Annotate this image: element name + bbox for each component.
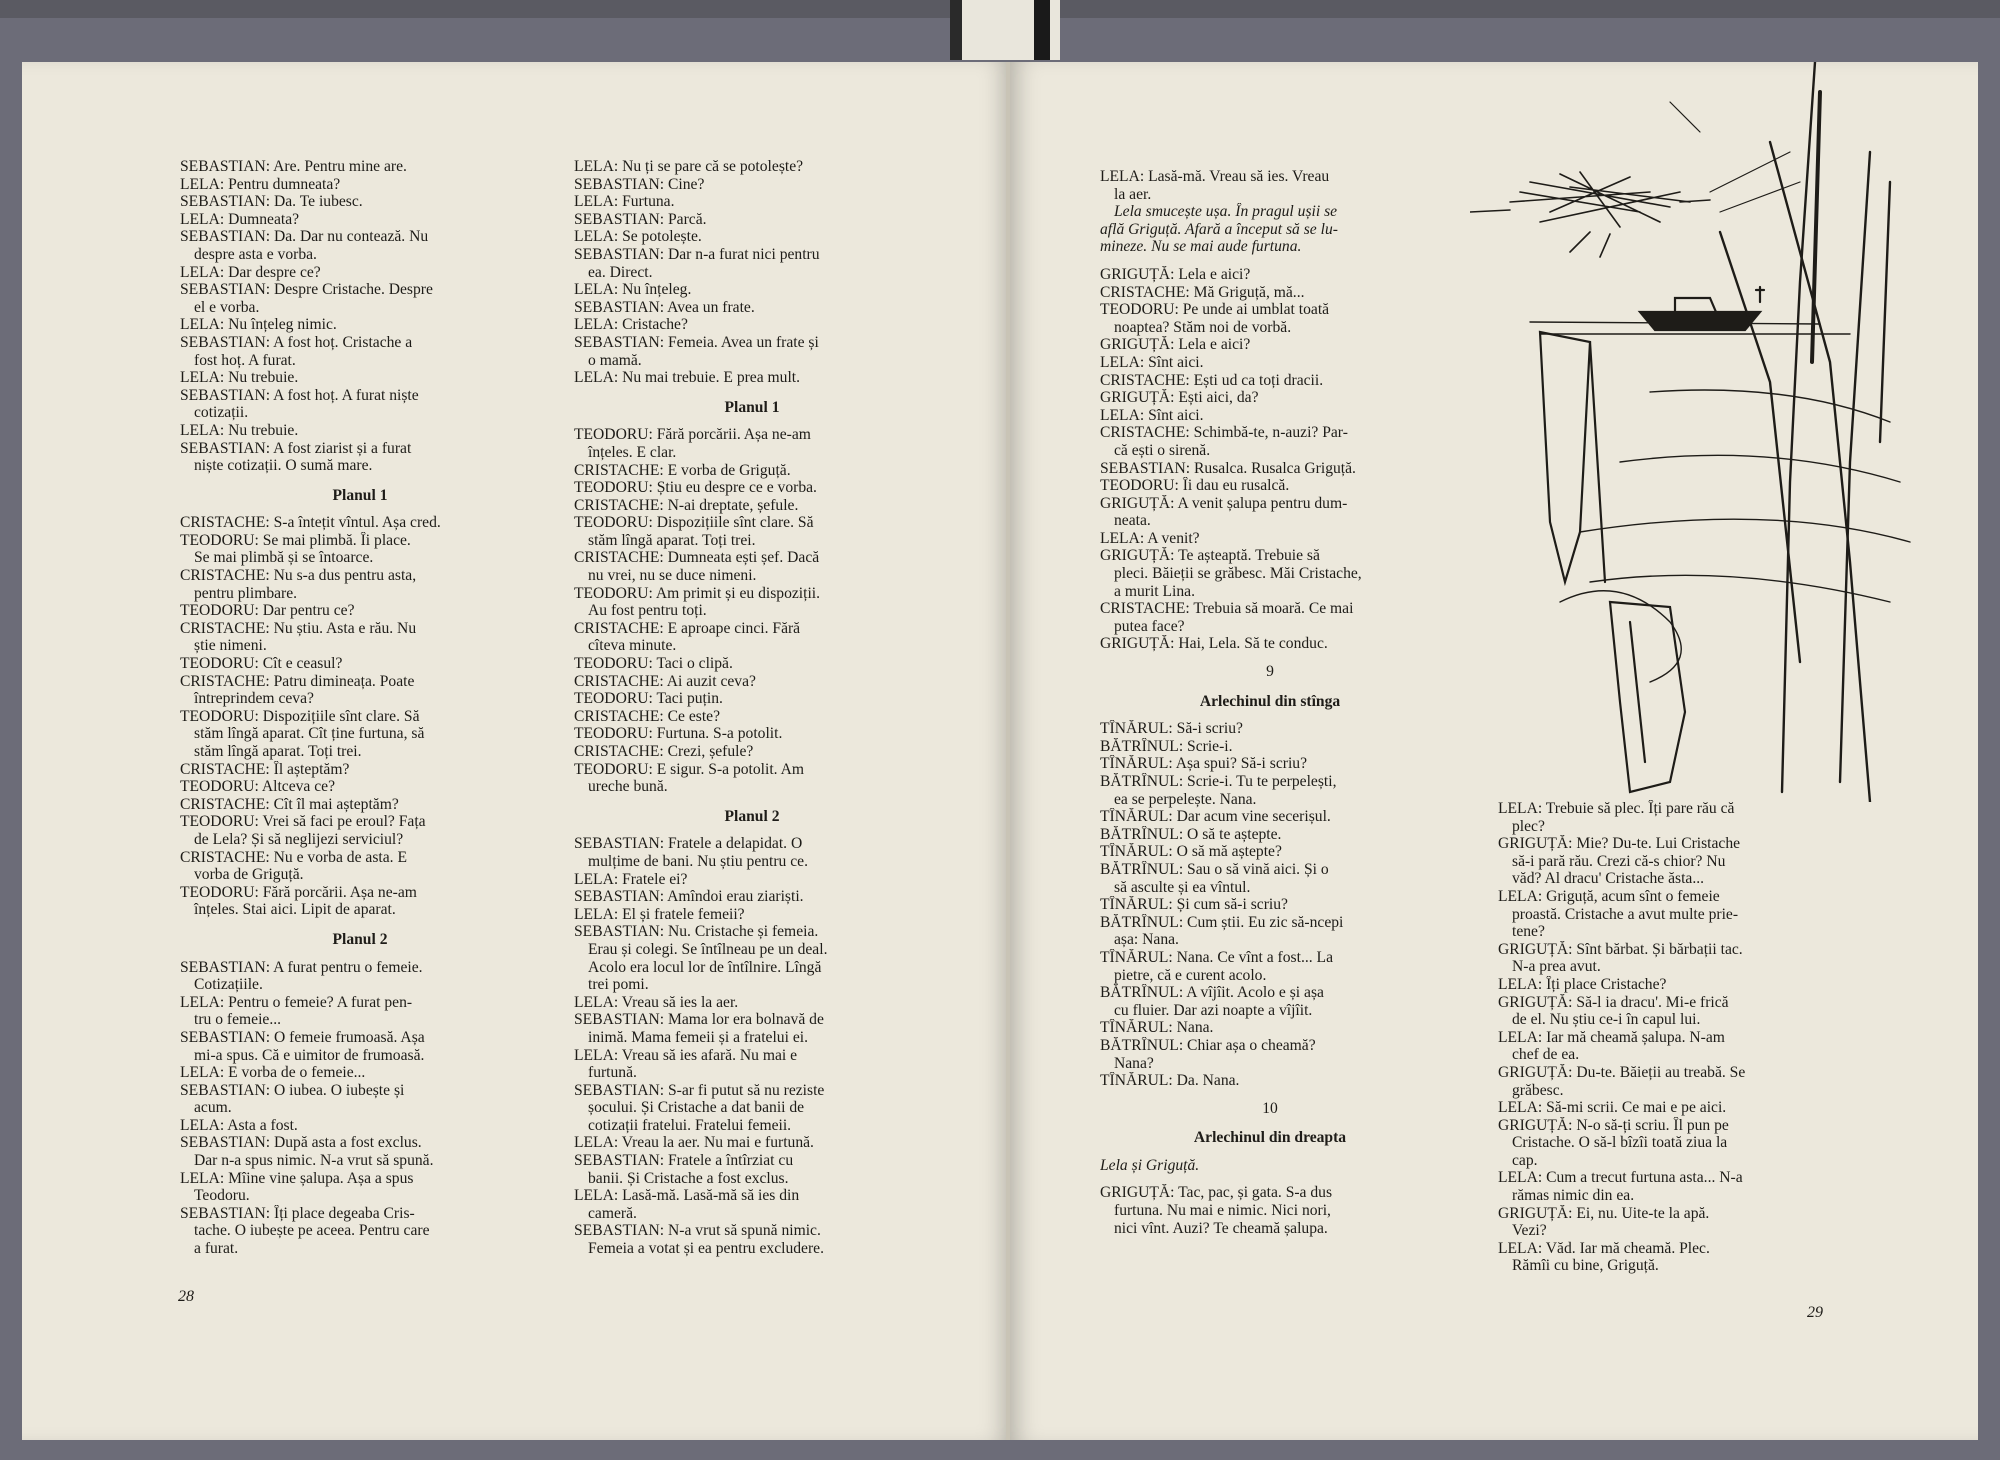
boat-sketch-illustration [1470, 62, 1930, 802]
dialogue-line: TEODORU: Cît e ceasul? [180, 655, 343, 673]
dialogue-line: LELA: Cum a trecut furtuna asta... N-a [1498, 1169, 1743, 1187]
dialogue-line: tene? [1512, 923, 1545, 941]
dialogue-line: CRISTACHE: Nu e vorba de asta. E [180, 848, 407, 866]
dialogue-line: GRIGUȚĂ: Te așteaptă. Trebuie să [1100, 547, 1320, 565]
dialogue-line: furtuna. Nu mai e nimic. Nici nori, [1114, 1202, 1331, 1220]
dialogue-line: CRISTACHE: N-ai dreptate, șefule. [574, 496, 799, 514]
rock-posts [1540, 332, 1685, 792]
dialogue-line: BĂTRÎNUL: Sau o să vină aici. Și o [1100, 860, 1329, 878]
dialogue-line: LELA: Nu ți se pare că se potolește? [574, 158, 804, 175]
diagonal-strokes [1670, 102, 1800, 212]
dialogue-line: TÎNĂRUL: Nana. Ce vînt a fost... La [1100, 948, 1333, 966]
dialogue-line: LELA: E vorba de o femeie... [180, 1064, 366, 1082]
dialogue-line: LELA: Lasă-mă. Lasă-mă să ies din [574, 1187, 800, 1205]
dialogue-line: mi-a spus. Că e uimitor de frumoasă. [194, 1046, 425, 1064]
dialogue-line: LELA: Pentru o femeie? A furat pen- [180, 993, 413, 1011]
dialogue-line: GRIGUȚĂ: Să-l ia dracu'. Mi-e frică [1498, 993, 1729, 1011]
dialogue-line: de Lela? Și să neglijezi serviciul? [194, 830, 404, 848]
dialogue-line: SEBASTIAN: A fost ziarist și a furat [180, 439, 412, 457]
dialogue-line: pleci. Băieții se grăbesc. Măi Cristache, [1114, 565, 1362, 583]
dialogue-line: LELA: Sînt aici. [1100, 406, 1204, 424]
dialogue-line: TÎNĂRUL: Da. Nana. [1100, 1072, 1240, 1090]
dialogue-line: văd? Al dracu' Cristache ăsta... [1512, 870, 1705, 888]
dialogue-line: Vezi? [1512, 1222, 1547, 1240]
scene-heading: Arlechinul din stînga [1199, 692, 1341, 710]
dialogue-line: SEBASTIAN: A fost hoț. A furat niște [180, 386, 419, 404]
dialogue-line: că ești o sirenă. [1114, 441, 1211, 459]
dialogue-line: Femeia a votat și ea pentru excludere. [588, 1240, 824, 1258]
dialogue-line: plec? [1512, 817, 1545, 835]
dialogue-line: neata. [1114, 512, 1151, 530]
dialogue-line: inimă. Mama femeii și a fratelui ei. [588, 1028, 808, 1046]
dialogue-line: pietre, că e curent acolo. [1114, 966, 1267, 984]
page-number-left: 28 [178, 1288, 194, 1305]
dialogue-line: TEODORU: Pe unde ai umblat toată [1100, 301, 1330, 319]
dialogue-line: cîteva minute. [588, 637, 677, 655]
dialogue-line: SEBASTIAN: Avea un frate. [574, 298, 755, 316]
dialogue-line: acum. [194, 1099, 232, 1117]
dialogue-line: banii. Și Cristache a fost exclus. [588, 1169, 789, 1187]
dialogue-line: TEODORU: Am primit și eu dispoziții. [574, 584, 821, 602]
dialogue-line: LELA: Furtuna. [574, 193, 675, 211]
dialogue-line: LELA: Vreau să ies afară. Nu mai e [574, 1046, 798, 1064]
water-lines [1530, 322, 1910, 682]
scene-heading: Planul 1 [332, 486, 388, 504]
dialogue-line: TEODORU: Fără porcării. Așa ne-am [180, 883, 417, 901]
scene-heading: Planul 2 [332, 930, 388, 948]
dialogue-line: stăm lîngă aparat. Cît ține furtuna, să [194, 725, 425, 743]
dialogue-line: SEBASTIAN: A fost hoț. Cristache a [180, 333, 413, 351]
dialogue-line: SEBASTIAN: Parcă. [574, 210, 707, 228]
dialogue-line: CRISTACHE: Ești ud ca toți dracii. [1100, 371, 1324, 389]
dialogue-line: vorba de Griguță. [194, 866, 304, 884]
dialogue-line: Rămîi cu bine, Griguță. [1512, 1257, 1659, 1275]
dialogue-line: LELA: Nu trebuie. [180, 369, 299, 387]
dialogue-line: LELA: Nu mai trebuie. E prea mult. [574, 369, 801, 387]
dialogue-line: GRIGUȚĂ: A venit șalupa pentru dum- [1100, 494, 1348, 512]
dialogue-line: niște cotizații. O sumă mare. [194, 457, 373, 475]
dialogue-line: TEODORU: Dispozițiile sînt clare. Să [180, 707, 420, 725]
dialogue-line: noaptea? Stăm noi de vorbă. [1114, 318, 1292, 336]
dialogue-line: LELA: Mîine vine șalupa. Așa a spus [180, 1169, 414, 1187]
dialogue-line: SEBASTIAN: S-ar fi putut să nu reziste [574, 1081, 825, 1099]
dialogue-line: CRISTACHE: E vorba de Griguță. [574, 461, 791, 479]
dialogue-line: TEODORU: Taci o clipă. [574, 655, 733, 673]
grass-tuft [1470, 172, 1710, 257]
dialogue-line: LELA: Să-mi scrii. Ce mai e pe aici. [1498, 1099, 1727, 1117]
dialogue-line: de el. Nu știu ce-i în capul lui. [1512, 1011, 1701, 1029]
dialogue-line: GRIGUȚĂ: Ești aici, da? [1100, 389, 1259, 407]
dialogue-line: șocului. Și Cristache a dat banii de [588, 1099, 805, 1117]
dialogue-line: N-a prea avut. [1512, 958, 1601, 976]
dialogue-line: LELA: Se potolește. [574, 228, 702, 246]
dialogue-line: GRIGUȚĂ: Tac, pac, și gata. S-a dus [1100, 1184, 1333, 1202]
dialogue-line: Acolo era locul lor de întîlnire. Lîngă [588, 958, 822, 976]
dialogue-line: grăbesc. [1512, 1081, 1564, 1099]
dialogue-line: TÎNĂRUL: O să mă aștepte? [1100, 843, 1282, 861]
stage-direction: află Griguță. Afară a început să se lu- [1100, 220, 1338, 238]
dialogue-line: cotizații fratelui. Fratelui femeii. [588, 1116, 792, 1134]
left-page-column-1 [180, 158, 540, 1258]
stage-direction: Lela și Griguță. [1100, 1156, 1200, 1174]
page-number-right: 29 [1807, 1304, 1823, 1321]
dialogue-line: nici vînt. Auzi? Te cheamă șalupa. [1114, 1219, 1328, 1237]
dialogue-line: BĂTRÎNUL: Scrie-i. Tu te perpelești, [1100, 773, 1337, 790]
scene-heading: Planul 2 [724, 807, 780, 825]
dialogue-line: SEBASTIAN: Fratele a întîrziat cu [574, 1152, 794, 1170]
dialogue-line: a furat. [194, 1240, 239, 1258]
dialogue-line: GRIGUȚĂ: Ei, nu. Uite-te la apă. [1498, 1204, 1710, 1222]
dialogue-line: o mamă. [588, 351, 642, 369]
spacer [1100, 1174, 1440, 1184]
dialogue-line: a murit Lina. [1114, 582, 1195, 600]
dialogue-line: SEBASTIAN: Femeia. Avea un frate și [574, 333, 819, 351]
dialogue-line: pentru plimbare. [194, 584, 298, 602]
dialogue-line: cap. [1512, 1151, 1538, 1169]
dialogue-line: BĂTRÎNUL: Chiar așa o cheamă? [1100, 1036, 1316, 1054]
dialogue-line: el e vorba. [194, 298, 260, 316]
dialogue-line: CRISTACHE: E aproape cinci. Fără [574, 619, 801, 637]
dialogue-line: LELA: A venit? [1100, 529, 1200, 547]
dialogue-line: BĂTRÎNUL: A vîjîit. Acolo e și așa [1100, 984, 1324, 1002]
dialogue-line: LELA: Dumneata? [180, 210, 300, 228]
dialogue-line: LELA: Văd. Iar mă cheamă. Plec. [1498, 1239, 1710, 1257]
dialogue-line: LELA: Nu înțeleg nimic. [180, 316, 337, 334]
dialogue-line: ureche bună. [588, 778, 668, 796]
dialogue-line: stăm lîngă aparat. Toți trei. [194, 743, 362, 760]
dialogue-line: BĂTRÎNUL: Scrie-i. [1100, 737, 1233, 755]
stage-direction: mineze. Nu se mai aude furtuna. [1100, 238, 1302, 256]
dialogue-line: tache. O iubește pe aceea. Pentru care [194, 1222, 430, 1240]
dialogue-line: GRIGUȚĂ: Du-te. Băieții au treabă. Se [1498, 1063, 1746, 1081]
dialogue-line: Teodoru. [194, 1187, 250, 1205]
dialogue-line: TEODORU: Altceva ce? [180, 778, 336, 796]
dialogue-line: mulțime de bani. Nu știu pentru ce. [588, 852, 808, 870]
dialogue-line: la aer. [1114, 185, 1152, 203]
dialogue-line: SEBASTIAN: Despre Cristache. Despre [180, 281, 433, 299]
dialogue-line: TEODORU: E sigur. S-a potolit. Am [574, 760, 805, 778]
dialogue-line: SEBASTIAN: Da. Te iubesc. [180, 193, 363, 211]
dialogue-line: chef de ea. [1512, 1046, 1580, 1064]
dialogue-line: așa: Nana. [1114, 931, 1179, 949]
dialogue-line: CRISTACHE: Trebuia să moară. Ce mai [1100, 600, 1354, 618]
right-page-column-1 [1100, 168, 1440, 1237]
dialogue-line: nu vrei, nu se duce nimeni. [588, 567, 757, 585]
reeds [1720, 62, 1890, 802]
dialogue-line: CRISTACHE: Crezi, șefule? [574, 743, 754, 760]
dialogue-line: CRISTACHE: Patru dimineața. Poate [180, 672, 415, 690]
left-page-column-2 [574, 158, 930, 1258]
dialogue-line: întreprindem ceva? [194, 690, 314, 708]
dialogue-line: GRIGUȚĂ: Mie? Du-te. Lui Cristache [1498, 835, 1741, 853]
dialogue-line: înțeles. Stai aici. Lipit de aparat. [194, 901, 396, 919]
scene-heading: Arlechinul din dreapta [1193, 1129, 1347, 1147]
dialogue-line: LELA: Griguță, acum sînt o femeie [1498, 887, 1720, 905]
scene-heading: Planul 1 [724, 398, 780, 416]
dialogue-line: GRIGUȚĂ: Hai, Lela. Să te conduc. [1100, 635, 1328, 653]
right-page-column-2 [1498, 800, 1828, 1275]
dialogue-line: SEBASTIAN: Da. Dar nu contează. Nu [180, 228, 429, 246]
dialogue-line: Cristache. O să-l bîzîi toată ziua la [1512, 1134, 1728, 1152]
dialogue-line: TÎNĂRUL: Dar acum vine secerișul. [1100, 808, 1331, 826]
dialogue-line: LELA: Vreau să ies la aer. [574, 993, 739, 1011]
dialogue-line: TÎNĂRUL: Să-i scriu? [1100, 720, 1243, 738]
dialogue-line: SEBASTIAN: Nu. Cristache și femeia. [574, 923, 819, 941]
dialogue-line: GRIGUȚĂ: Lela e aici? [1100, 265, 1251, 283]
dialogue-line: SEBASTIAN: O iubea. O iubește și [180, 1081, 405, 1099]
dialogue-line: să asculte și ea vîntul. [1114, 878, 1251, 896]
scene-number: 10 [1262, 1099, 1278, 1117]
dialogue-line: trei pomi. [588, 976, 649, 994]
dialogue-line: TEODORU: Știu eu despre ce e vorba. [574, 479, 817, 497]
dialogue-line: TEODORU: Dar pentru ce? [180, 602, 355, 620]
dialogue-line: rămas nimic din ea. [1512, 1187, 1635, 1205]
dialogue-line: LELA: Pentru dumneata? [180, 175, 341, 193]
dialogue-line: cu fluier. Dar azi noapte a vîjîit. [1114, 1001, 1313, 1019]
dialogue-line: stăm lîngă aparat. Toți trei. [588, 531, 756, 549]
dialogue-line: SEBASTIAN: Mama lor era bolnavă de [574, 1011, 824, 1029]
dialogue-line: LELA: Trebuie să plec. Îți pare rău că [1498, 800, 1735, 817]
dialogue-line: LELA: Cristache? [574, 316, 688, 334]
dialogue-line: înțeles. E clar. [588, 443, 677, 461]
dialogue-line: CRISTACHE: Cît îl mai așteptăm? [180, 795, 399, 813]
dialogue-line: LELA: Dar despre ce? [180, 263, 321, 281]
dialogue-line: cotizații. [194, 404, 249, 422]
dialogue-line: știe nimeni. [194, 637, 267, 655]
dialogue-line: TEODORU: Vrei să faci pe eroul? Fața [180, 813, 426, 831]
dialogue-line: Au fost pentru toți. [588, 602, 707, 620]
dialogue-line: TEODORU: Se mai plimbă. Îi place. [180, 531, 411, 549]
dialogue-line: Se mai plimbă și se întoarce. [194, 549, 374, 567]
dialogue-line: LELA: El și fratele femeii? [574, 905, 745, 923]
dialogue-line: CRISTACHE: Nu s-a dus pentru asta, [180, 567, 417, 585]
dialogue-line: SEBASTIAN: După asta a fost exclus. [180, 1134, 422, 1152]
dialogue-line: SEBASTIAN: O femeie frumoasă. Așa [180, 1028, 425, 1046]
dialogue-line: TÎNĂRUL: Nana. [1100, 1019, 1214, 1037]
dialogue-line: CRISTACHE: Mă Griguță, mă... [1100, 283, 1305, 301]
dialogue-line: CRISTACHE: S-a întețit vîntul. Așa cred. [180, 514, 441, 532]
dialogue-line: proastă. Cristache a avut multe prie- [1512, 905, 1739, 923]
dialogue-line: furtună. [588, 1064, 637, 1082]
dialogue-line: LELA: Nu trebuie. [180, 421, 299, 439]
book-spine [950, 0, 1060, 60]
dialogue-line: GRIGUȚĂ: Lela e aici? [1100, 336, 1251, 354]
dialogue-line: CRISTACHE: Ce este? [574, 707, 721, 725]
right-page [1010, 62, 1978, 1440]
dialogue-line: TÎNĂRUL: Și cum să-i scriu? [1100, 896, 1288, 914]
dialogue-line: SEBASTIAN: A furat pentru o femeie. [180, 958, 423, 976]
dialogue-line: SEBASTIAN: Dar n-a furat nici pentru [574, 245, 820, 263]
scene-number: 9 [1266, 663, 1274, 681]
dialogue-line: ea se perpelește. Nana. [1114, 790, 1257, 808]
dialogue-line: TEODORU: Dispozițiile sînt clare. Să [574, 514, 814, 532]
dialogue-line: SEBASTIAN: Are. Pentru mine are. [180, 158, 407, 175]
dialogue-line: LELA: Sînt aici. [1100, 353, 1204, 371]
dialogue-line: Erau și colegi. Se întîlneau pe un deal. [588, 940, 828, 958]
dialogue-line: tru o femeie... [194, 1011, 282, 1029]
dialogue-line: LELA: Fratele ei? [574, 870, 688, 888]
dialogue-line: LELA: Îți place Cristache? [1498, 975, 1667, 993]
dialogue-line: ea. Direct. [588, 263, 653, 281]
dialogue-line: Dar n-a spus nimic. N-a vrut să spună. [194, 1152, 434, 1170]
dialogue-line: TEODORU: Furtuna. S-a potolit. [574, 725, 783, 743]
dialogue-line: TEODORU: Îi dau eu rusalcă. [1100, 477, 1290, 495]
dialogue-line: Cotizațiile. [194, 976, 263, 994]
dialogue-line: CRISTACHE: Nu știu. Asta e rău. Nu [180, 619, 417, 637]
dialogue-line: fost hoț. A furat. [194, 351, 296, 369]
dialogue-line: să-i pară rău. Crezi că-s chior? Nu [1512, 852, 1726, 870]
dialogue-line: TÎNĂRUL: Așa spui? Să-i scriu? [1100, 755, 1308, 773]
dialogue-line: LELA: Lasă-mă. Vreau să ies. Vreau [1100, 168, 1330, 185]
dialogue-line: LELA: Asta a fost. [180, 1116, 298, 1134]
left-page [22, 62, 1010, 1440]
dialogue-line: CRISTACHE: Ai auzit ceva? [574, 672, 756, 690]
dialogue-line: SEBASTIAN: Amîndoi erau ziariști. [574, 888, 804, 906]
dialogue-line: GRIGUȚĂ: N-o să-ți scriu. Îl pun pe [1498, 1116, 1729, 1134]
dialogue-line: CRISTACHE: Schimbă-te, n-auzi? Par- [1100, 424, 1348, 442]
spacer [1100, 256, 1440, 266]
dialogue-line: SEBASTIAN: Fratele a delapidat. O [574, 835, 803, 853]
dialogue-line: SEBASTIAN: N-a vrut să spună nimic. [574, 1222, 821, 1240]
dialogue-line: CRISTACHE: Îl așteptăm? [180, 760, 350, 778]
stage-direction: Lela smucește ușa. În pragul ușii se [1114, 203, 1338, 221]
dialogue-line: GRIGUȚĂ: Sînt bărbat. Și bărbații tac. [1498, 940, 1743, 958]
dialogue-line: SEBASTIAN: Îți place degeaba Cris- [180, 1204, 415, 1222]
dialogue-line: CRISTACHE: Dumneata ești șef. Dacă [574, 549, 820, 567]
dialogue-line: putea face? [1114, 617, 1185, 635]
dialogue-line: LELA: Vreau la aer. Nu mai e furtună. [574, 1134, 814, 1152]
dialogue-line: TEODORU: Fără porcării. Așa ne-am [574, 426, 811, 444]
dialogue-line: LELA: Nu înțeleg. [574, 281, 692, 299]
dialogue-line: BĂTRÎNUL: Cum știi. Eu zic să-ncepi [1100, 913, 1344, 931]
dialogue-line: TEODORU: Taci puțin. [574, 690, 723, 708]
dialogue-line: SEBASTIAN: Rusalca. Rusalca Griguță. [1100, 459, 1356, 477]
dialogue-line: LELA: Iar mă cheamă șalupa. N-am [1498, 1028, 1725, 1046]
dialogue-line: Nana? [1114, 1054, 1154, 1072]
dialogue-line: SEBASTIAN: Cine? [574, 175, 705, 193]
dialogue-line: BĂTRÎNUL: O să te aștepte. [1100, 825, 1282, 843]
dialogue-line: despre asta e vorba. [194, 245, 317, 263]
dialogue-line: cameră. [588, 1204, 637, 1222]
